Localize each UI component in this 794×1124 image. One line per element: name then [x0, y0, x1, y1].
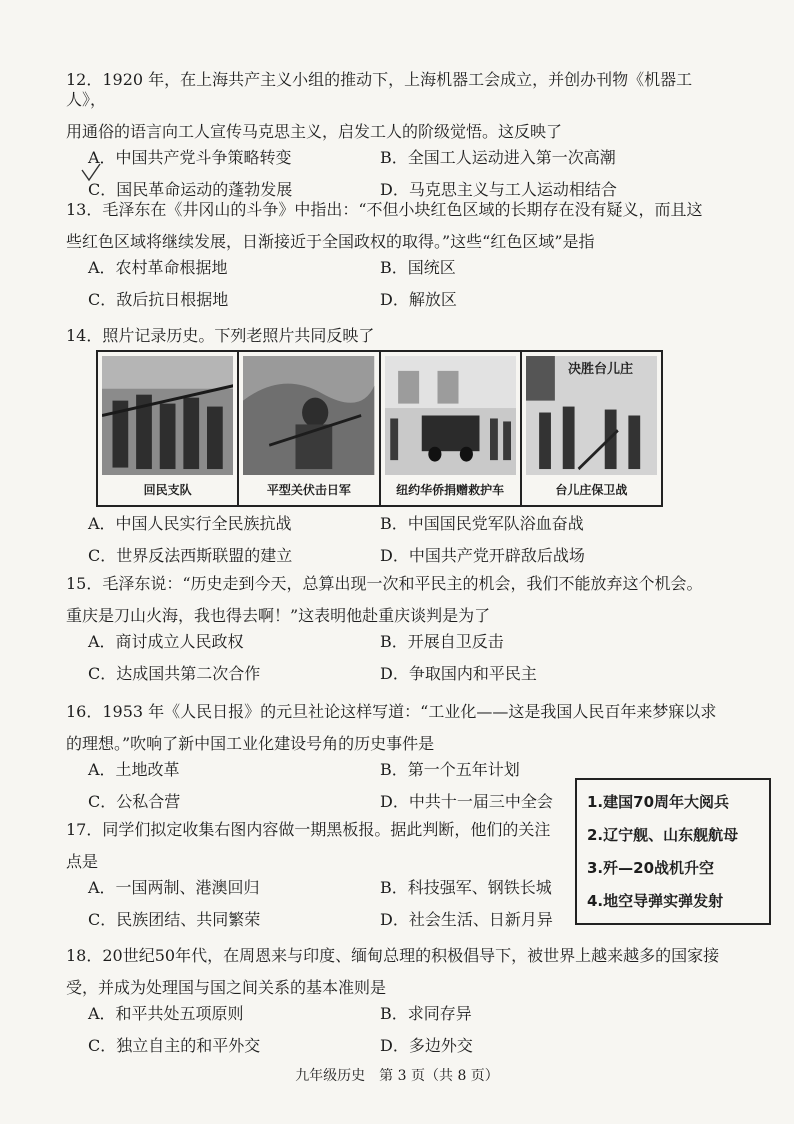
q14-option-a[interactable]: A．中国人民实行全民族抗战 — [88, 514, 292, 533]
handwritten-check-mark — [80, 162, 102, 184]
q16-option-d[interactable]: D．中共十一届三中全会 — [380, 792, 553, 811]
photo-caption: 回民支队 — [143, 483, 192, 497]
q16-option-a[interactable]: A．土地改革 — [88, 760, 180, 779]
q18-stem-line2: 受，并成为处理国与国之间关系的基本准则是 — [66, 978, 387, 997]
q14-stem: 14．照片记录历史。下列老照片共同反映了 — [66, 326, 375, 345]
q16-option-b[interactable]: B．第一个五年计划 — [380, 760, 520, 779]
q12-stem-line2: 用通俗的语言向工人宣传马克思主义，启发工人的阶级觉悟。这反映了 — [66, 122, 563, 141]
q16-stem-line1: 16．1953 年《人民日报》的元旦社论这样写道：“工业化——这是我国人民百年来梦寐以求 — [66, 702, 717, 721]
q15-option-b[interactable]: B．开展自卫反击 — [380, 632, 504, 651]
q13-stem-line2: 些红色区域将继续发展，日渐接近于全国政权的取得。”这些“红色区域”是指 — [66, 232, 595, 251]
q14-option-c[interactable]: C．世界反法西斯联盟的建立 — [88, 546, 293, 565]
question-13 — [66, 200, 726, 316]
q15-option-a[interactable]: A．商讨成立人民政权 — [88, 632, 244, 651]
q13-option-d[interactable]: D．解放区 — [380, 290, 457, 309]
photo-caption: 平型关伏击日军 — [266, 483, 351, 497]
q17-stem-line2: 点是 — [66, 852, 99, 871]
q17-option-b[interactable]: B．科技强军、钢铁长城 — [380, 878, 552, 897]
question-17 — [66, 820, 566, 936]
q18-option-c[interactable]: C．独立自主的和平外交 — [88, 1036, 261, 1055]
q12-option-a[interactable]: A．中国共产党斗争策略转变 — [88, 148, 292, 167]
photo-overlay-title: 决胜台儿庄 — [568, 362, 634, 377]
photo-caption: 台儿庄保卫战 — [555, 483, 628, 497]
question-15 — [66, 574, 726, 690]
q16-stem-line2: 的理想。”吹响了新中国工业化建设号角的历史事件是 — [66, 734, 435, 753]
q17-option-c[interactable]: C．民族团结、共同繁荣 — [88, 910, 261, 929]
photo-huimin-detachment — [98, 352, 239, 505]
q16-option-c[interactable]: C．公私合营 — [88, 792, 181, 811]
photo-pingxingguan-ambush — [239, 352, 380, 505]
question-18 — [66, 946, 726, 1062]
photo-nyc-ambulance-donation — [381, 352, 522, 505]
q12-option-d[interactable]: D．马克思主义与工人运动相结合 — [380, 180, 617, 199]
q13-stem-line1: 13．毛泽东在《井冈山的斗争》中指出：“不但小块红色区域的长期存在没有疑义，而且这 — [66, 200, 703, 219]
q18-option-d[interactable]: D．多边外交 — [380, 1036, 473, 1055]
board-item: 2.辽宁舰、山东舰航母 — [587, 826, 739, 844]
board-item: 3.歼—20战机升空 — [587, 859, 715, 877]
blackboard-topic-box — [575, 778, 771, 925]
q17-option-d[interactable]: D．社会生活、日新月异 — [380, 910, 553, 929]
q12-option-b[interactable]: B．全国工人运动进入第一次高潮 — [380, 148, 616, 167]
board-item: 4.地空导弹实弹发射 — [587, 892, 724, 910]
question-14-options — [66, 508, 726, 572]
q18-stem-line1: 18．20世纪50年代，在周恩来与印度、缅甸总理的积极倡导下，被世界上越来越多的国家接 — [66, 946, 720, 965]
q12-stem-line1: 12．1920 年，在上海共产主义小组的推动下，上海机器工会成立，并创办刊物《机器工人》， — [66, 70, 693, 109]
q13-option-b[interactable]: B．国统区 — [380, 258, 456, 277]
q14-option-d[interactable]: D．中国共产党开辟敌后战场 — [380, 546, 585, 565]
q18-option-b[interactable]: B．求同存异 — [380, 1004, 472, 1023]
q17-stem-line1: 17．同学们拟定收集右图内容做一期黑板报。据此判断，他们的关注 — [66, 820, 551, 839]
photo-image — [385, 356, 516, 475]
q14-option-b[interactable]: B．中国国民党军队浴血奋战 — [380, 514, 584, 533]
photo-image — [243, 356, 374, 475]
q15-option-d[interactable]: D．争取国内和平民主 — [380, 664, 537, 683]
q18-option-a[interactable]: A．和平共处五项原则 — [88, 1004, 244, 1023]
q17-option-a[interactable]: A．一国两制、港澳回归 — [88, 878, 260, 897]
q15-stem-line2: 重庆是刀山火海，我也得去啊！”这表明他赴重庆谈判是为了 — [66, 606, 491, 625]
q13-option-a[interactable]: A．农村革命根据地 — [88, 258, 228, 277]
photo-image — [102, 356, 233, 475]
q15-option-c[interactable]: C．达成国共第二次合作 — [88, 664, 261, 683]
question-12 — [66, 70, 726, 206]
q13-option-c[interactable]: C．敌后抗日根据地 — [88, 290, 229, 309]
q15-stem-line1: 15．毛泽东说：“历史走到今天，总算出现一次和平民主的机会，我们不能放弃这个机会。 — [66, 574, 703, 593]
page-footer: 九年级历史 第 3 页（共 8 页） — [295, 1068, 499, 1084]
board-item: 1.建国70周年大阅兵 — [587, 793, 730, 811]
question-14 — [66, 326, 726, 346]
photo-caption: 纽约华侨捐赠救护车 — [396, 483, 505, 497]
q12-option-c[interactable]: C．国民革命运动的蓬勃发展 — [88, 180, 293, 199]
